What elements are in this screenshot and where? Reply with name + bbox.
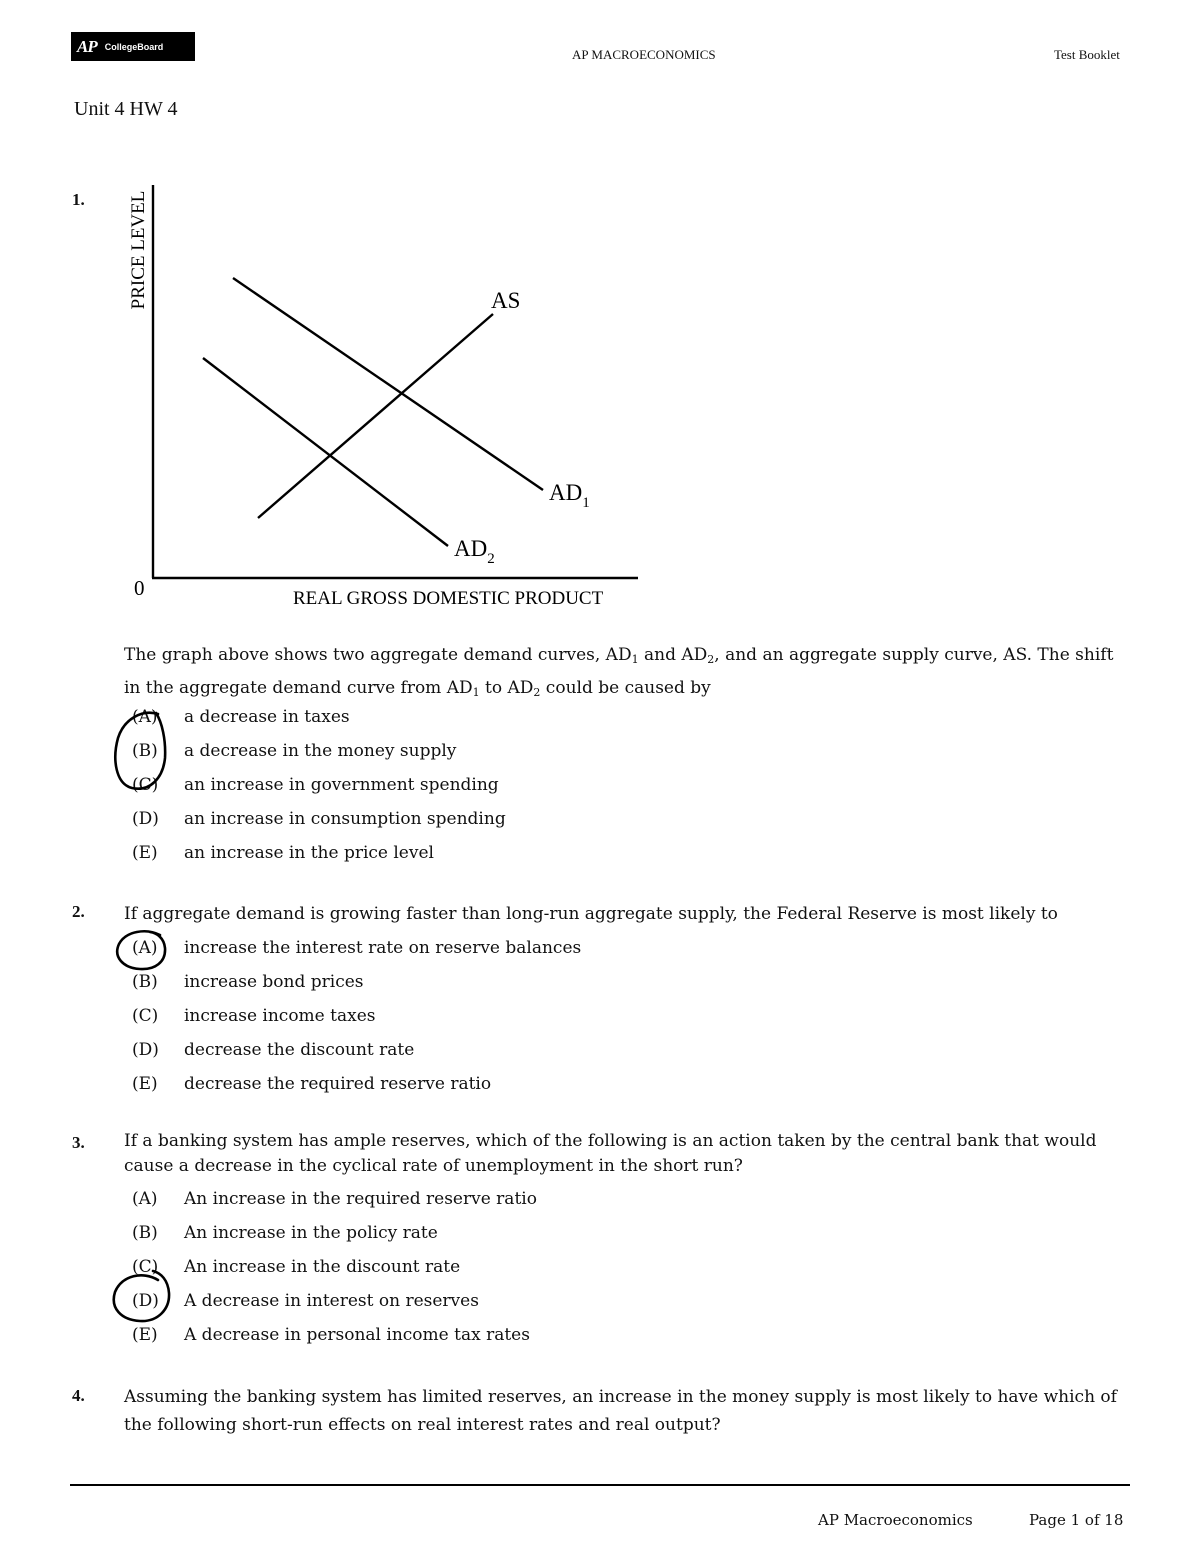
choice-label: (E) xyxy=(132,843,158,863)
choice-label: (D) xyxy=(132,1291,159,1311)
choice-label: (A) xyxy=(132,707,158,727)
question-1-number: 1. xyxy=(72,190,85,209)
question-3-number: 3. xyxy=(72,1133,85,1152)
choice-text: A decrease in interest on reserves xyxy=(184,1291,479,1311)
choice-text: An increase in the policy rate xyxy=(184,1223,438,1243)
page-title: Unit 4 HW 4 xyxy=(74,98,178,120)
question-2-number: 2. xyxy=(72,902,85,921)
choice-label: (E) xyxy=(132,1074,158,1094)
choice-text: increase the interest rate on reserve balances xyxy=(184,938,582,958)
choice-text: increase income taxes xyxy=(184,1006,376,1026)
footer-subject: AP Macroeconomics xyxy=(818,1511,973,1529)
choice-text: An increase in the discount rate xyxy=(184,1257,461,1277)
logo-brand-text: CollegeBoard xyxy=(104,41,164,52)
choice-label: (B) xyxy=(132,972,158,992)
footer-page-number: Page 1 of 18 xyxy=(1029,1511,1124,1529)
curve-label-ad1: $AD_1$ xyxy=(549,480,590,511)
choice-text: decrease the required reserve ratio xyxy=(184,1074,492,1094)
q1-choice-a[interactable] xyxy=(124,707,350,741)
q2-choice-b[interactable] xyxy=(124,972,364,1006)
choice-label: (B) xyxy=(132,741,158,761)
choice-text: an increase in the price level xyxy=(184,843,434,863)
choice-label: (C) xyxy=(132,775,159,795)
choice-text: a decrease in the money supply xyxy=(184,741,457,761)
curve-label-ad2: $AD_2$ xyxy=(454,536,495,567)
choice-label: (D) xyxy=(132,809,159,829)
q2-choice-a[interactable] xyxy=(124,938,581,972)
choice-label: (C) xyxy=(132,1006,159,1026)
question-4-stem: Assuming the banking system has limited reserves, an increase in the money supply is most likely to have which of the following short-run effects on real interest rates and real output? xyxy=(124,1387,1117,1435)
q1-choice-b[interactable] xyxy=(124,741,456,775)
choice-text: increase bond prices xyxy=(184,972,364,992)
choice-text: an increase in consumption spending xyxy=(184,809,506,829)
choice-text: An increase in the required reserve ratio xyxy=(184,1189,537,1209)
logo-ap-text: AP xyxy=(77,36,97,56)
ad-as-chart xyxy=(110,175,670,615)
q3-choice-a[interactable] xyxy=(124,1189,537,1223)
q1-choice-c[interactable] xyxy=(124,775,499,809)
choice-label: (E) xyxy=(132,1325,158,1345)
choice-text: A decrease in personal income tax rates xyxy=(184,1325,530,1345)
question-2-stem: If aggregate demand is growing faster than long-run aggregate supply, the Federal Reserve is most likely to xyxy=(124,904,1058,924)
curve-as xyxy=(258,314,493,518)
choice-label: (C) xyxy=(132,1257,159,1277)
question-4-number: 4. xyxy=(72,1386,85,1405)
footer-rule xyxy=(70,1484,1130,1486)
q2-choice-e[interactable] xyxy=(124,1074,491,1108)
choice-text: a decrease in taxes xyxy=(184,707,350,727)
q3-choice-c[interactable] xyxy=(124,1257,460,1291)
choice-label: (B) xyxy=(132,1223,158,1243)
choice-text: decrease the discount rate xyxy=(184,1040,415,1060)
question-1-stem: The graph above shows two aggregate demand curves, $AD_1$ and $AD_2$, and an aggregate supply curve, AS. The shift in the aggregate demand curve from $AD_1$ to $AD_2$ could be caused by xyxy=(124,645,1114,699)
q2-choice-c[interactable] xyxy=(124,1006,375,1040)
q1-choice-d[interactable] xyxy=(124,809,506,843)
ap-collegeboard-logo xyxy=(71,32,195,61)
q3-choice-b[interactable] xyxy=(124,1223,438,1257)
origin-label: 0 xyxy=(134,576,145,600)
q3-choice-d[interactable] xyxy=(124,1291,479,1325)
curve-label-as: AS xyxy=(491,288,521,313)
choice-text: an increase in government spending xyxy=(184,775,499,795)
header-booklet: Test Booklet xyxy=(1054,47,1120,62)
choice-label: (D) xyxy=(132,1040,159,1060)
y-axis-label: PRICE LEVEL xyxy=(128,190,149,310)
choice-label: (A) xyxy=(132,938,158,958)
choice-label: (A) xyxy=(132,1189,158,1209)
header-subject: AP MACROECONOMICS xyxy=(572,47,716,62)
q2-choice-d[interactable] xyxy=(124,1040,414,1074)
q3-choice-e[interactable] xyxy=(124,1325,530,1359)
q1-choice-e[interactable] xyxy=(124,843,434,877)
question-3-stem: If a banking system has ample reserves, which of the following is an action taken by the central bank that would cause a decrease in the cyclical rate of unemployment in the short run? xyxy=(124,1131,1097,1176)
x-axis-label: REAL GROSS DOMESTIC PRODUCT xyxy=(293,588,604,609)
